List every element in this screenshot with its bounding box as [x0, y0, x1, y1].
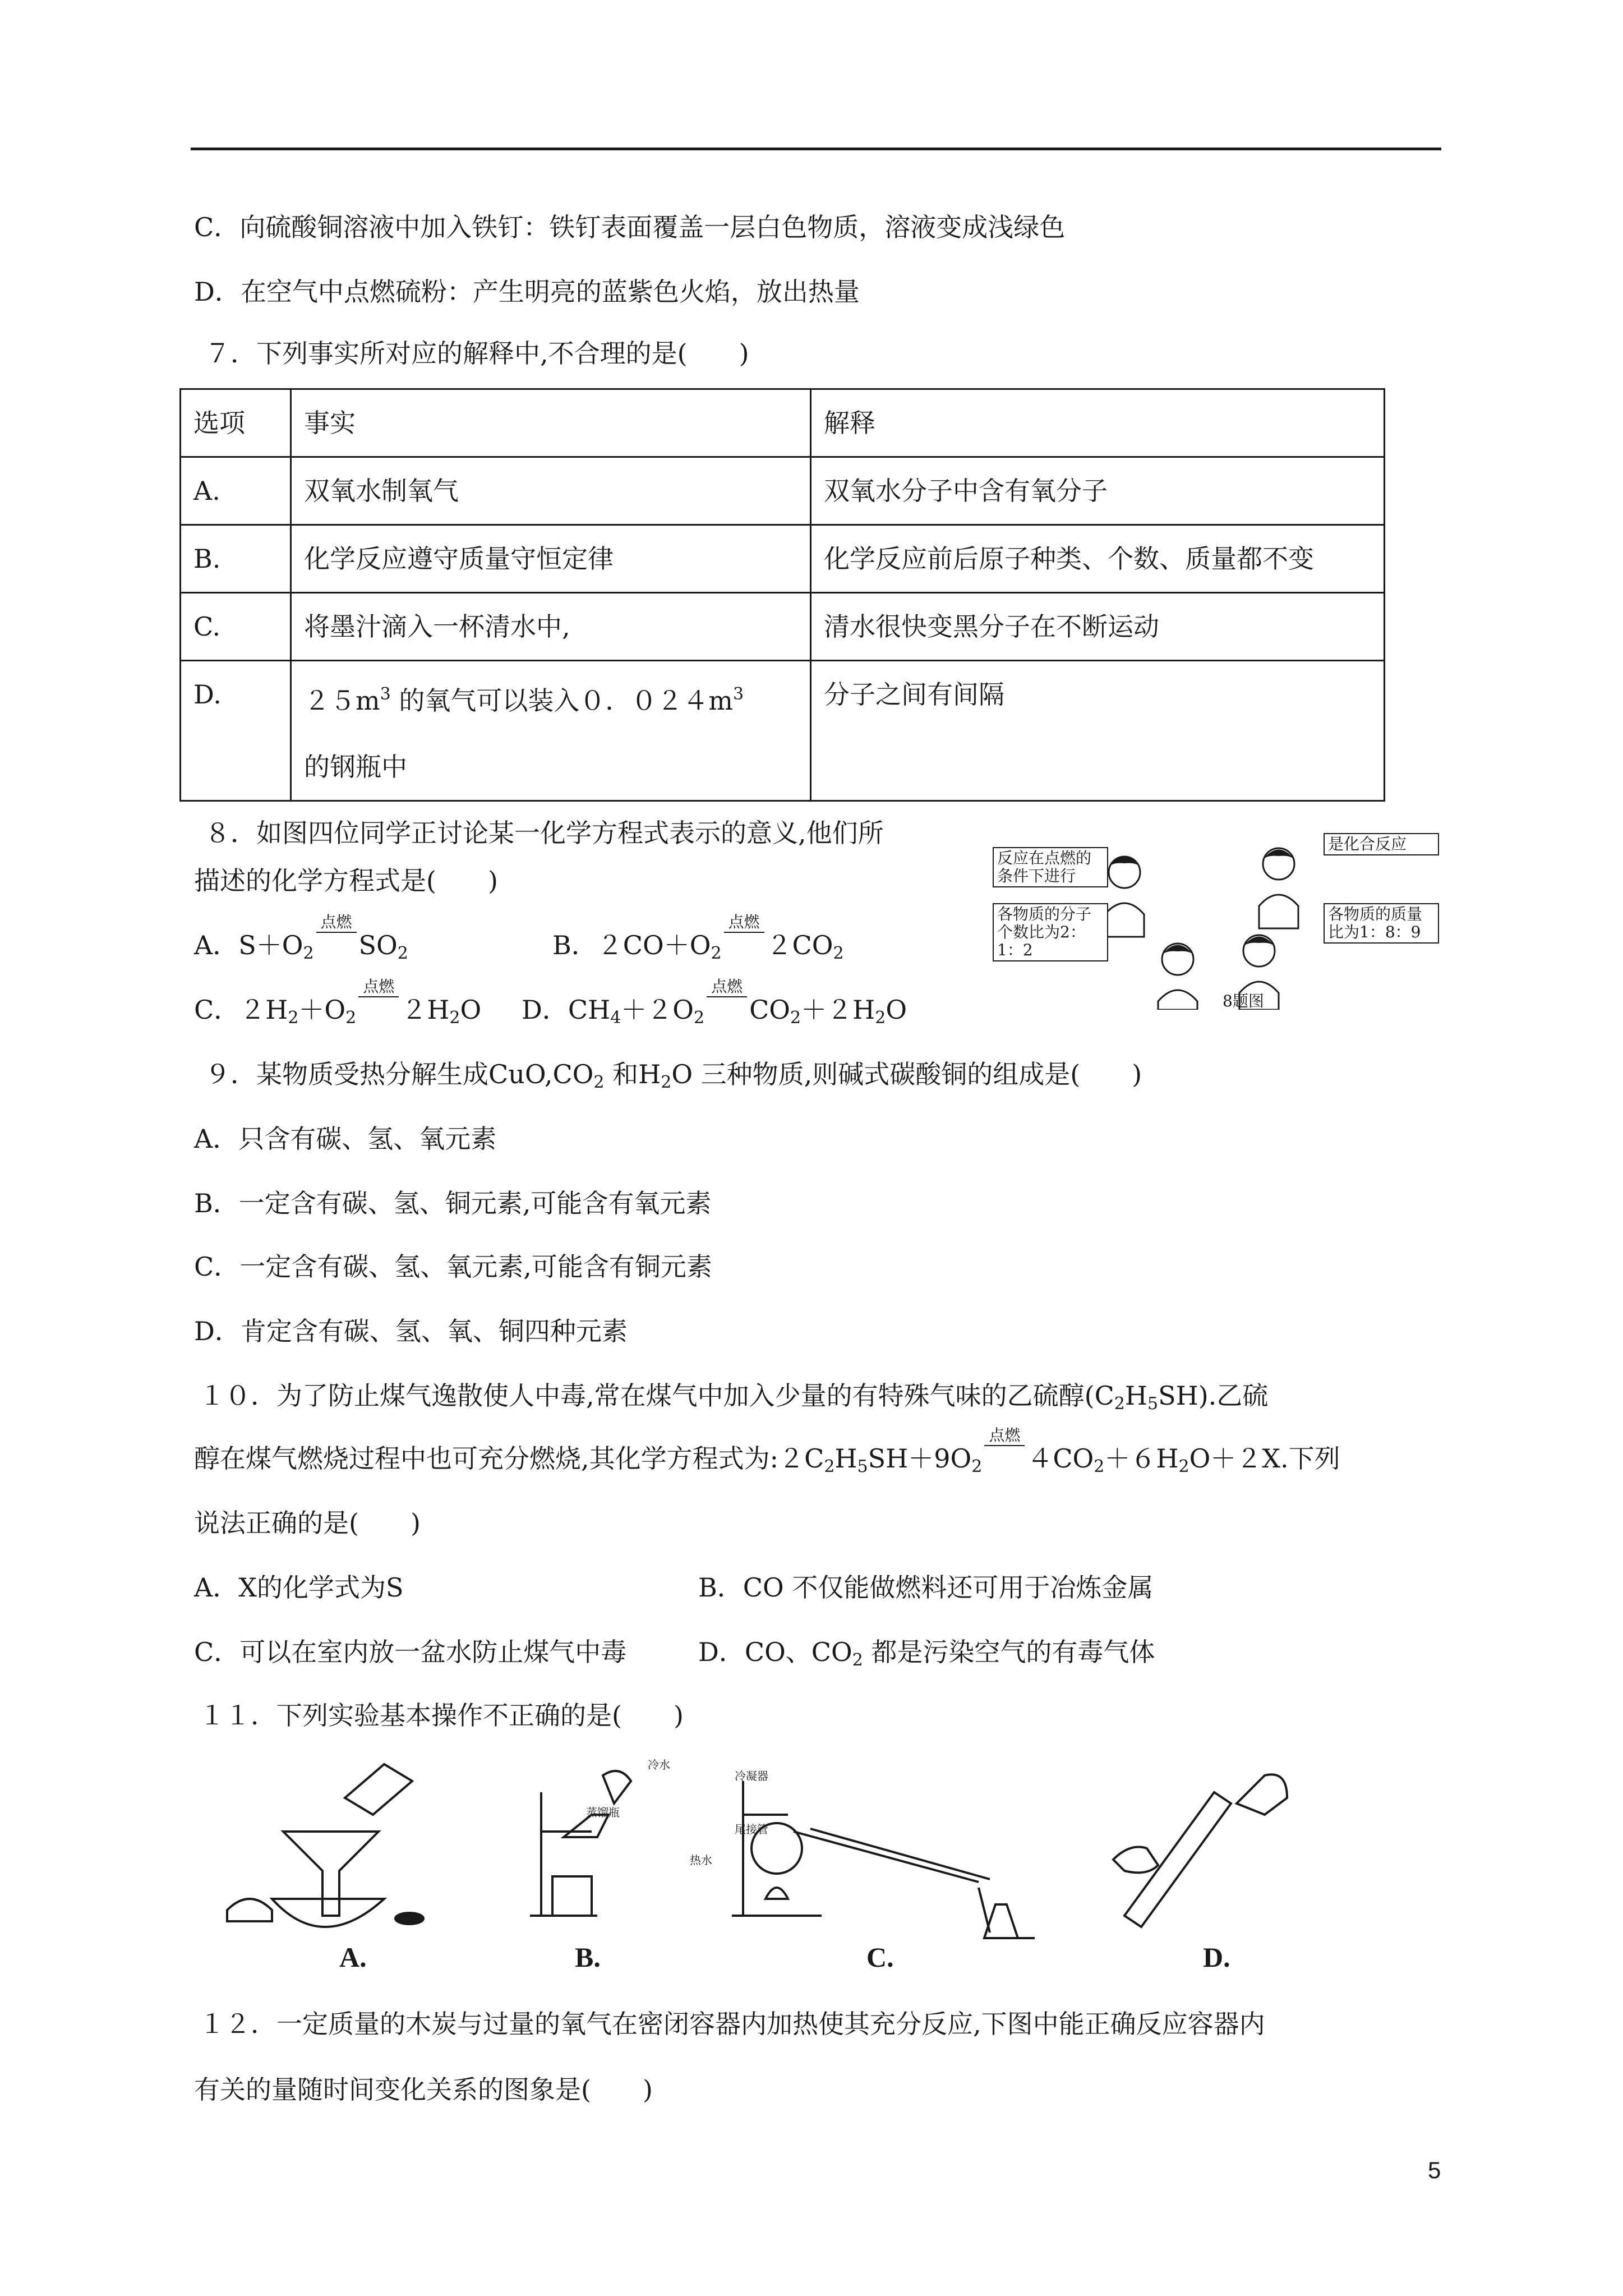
row-option: B. [181, 525, 291, 593]
q8-stem-line2: 描述的化学方程式是( ) [194, 866, 498, 896]
bubble-combination: 是化合反应 [1324, 833, 1439, 855]
q10-stem-line2: 醇在煤气燃烧过程中也可充分燃烧,其化学方程式为$:2C_2H_5SH+9O_2$ 点燃 $4CO_2+6H_2O+2X$.下列 [194, 1426, 1340, 1476]
lab-apparatus-illustration [216, 1747, 1450, 1989]
stem-text: H [1124, 1381, 1147, 1411]
bubble-molecule-ratio: 各物质的分子个数比为2：1：2 [993, 903, 1108, 961]
label-adapter: 尾接管 [735, 1823, 768, 1836]
row-explanation: 清水很快变黑分子在不断运动 [811, 593, 1385, 661]
q8-option-a: A．$S+O_2$ 点燃 $SO_2$ [194, 913, 408, 963]
table-row [181, 525, 1385, 593]
stem-text: O 三种物质,则碱式碳酸铜的组成是( ) [671, 1059, 1142, 1089]
q8-option-b: B．$2CO+O_2$ 点燃 $2CO_2$ [552, 913, 844, 963]
stem-text: SH＋9O [868, 1443, 972, 1474]
superscript: 3 [380, 684, 391, 704]
stem-text: ９．某物质受热分解生成CuO,CO [205, 1059, 594, 1089]
stem-text: １０．为了防止煤气逸散使人中毒,常在煤气中加入少量的有特殊气味的乙硫醇(C [199, 1381, 1114, 1411]
option-text: 都是污染空气的有毒气体 [863, 1637, 1155, 1667]
q6-option-d: D．在空气中点燃硫粉：产生明亮的蓝紫色火焰，放出热量 [194, 277, 860, 307]
label-distilling-flask: 蒸馏瓶 [586, 1806, 620, 1819]
fact-text: 的钢瓶中 [304, 752, 407, 782]
q10-option-d: D．CO、$CO_2$ 都是污染空气的有毒气体 [698, 1637, 1155, 1670]
q7-stem: ７．下列事实所对应的解释中,不合理的是( ) [205, 338, 749, 369]
q10-option-c: C．可以在室内放一盆水防止煤气中毒 [194, 1637, 627, 1667]
row-fact: 化学反应遵守质量守恒定律 [291, 525, 811, 593]
condition-label: 点燃 [728, 913, 760, 931]
stem-text: ＋６H [1104, 1443, 1179, 1474]
row-fact: 将墨汁滴入一杯清水中, [291, 593, 811, 661]
q9-option-c: C．一定含有碳、氢、氧元素,可能含有铜元素 [194, 1251, 712, 1282]
bubble-mass-ratio: 各物质的质量比为1：8：9 [1324, 903, 1439, 944]
row-explanation: 分子之间有间隔 [811, 661, 1385, 801]
condition-label: 点燃 [989, 1426, 1021, 1444]
q8-option-d: D．$CH_4+2O_2$ 点燃 $CO_2+2H_2O$ [522, 977, 907, 1028]
table-row [181, 661, 1385, 801]
page-number: 5 [1428, 2157, 1441, 2183]
header-explanation: 解释 [811, 389, 1385, 457]
table-header-row [181, 389, 1385, 457]
row-explanation: 双氧水分子中含有氧分子 [811, 457, 1385, 525]
q8-figure [987, 830, 1436, 1010]
q10-option-b: B．CO 不仅能做燃料还可用于冶炼金属 [698, 1572, 1154, 1603]
figure-label-c: C. [866, 1941, 894, 1973]
label-hot-water: 热水 [690, 1853, 712, 1867]
q6-option-c: C．向硫酸铜溶液中加入铁钉：铁钉表面覆盖一层白色物质，溶液变成浅绿色 [194, 212, 1066, 242]
q12-stem-line1: １２．一定质量的木炭与过量的氧气在密闭容器内加热使其充分反应,下图中能正确反应容器内 [199, 2009, 1265, 2039]
condition-label: 点燃 [711, 977, 743, 996]
row-option: A. [181, 457, 291, 525]
figure-label-a: A. [339, 1941, 367, 1973]
stem-text: 醇在煤气燃烧过程中也可充分燃烧,其化学方程式为:２C [194, 1443, 824, 1474]
condition-label: 点燃 [363, 977, 395, 996]
fact-text: ２５m [304, 685, 380, 716]
row-option: C. [181, 593, 291, 661]
q10-stem-line1: １０．为了防止煤气逸散使人中毒,常在煤气中加入少量的有特殊气味的乙硫醇$(C_2H_5SH)$.乙硫 [199, 1381, 1269, 1414]
bubble-condition: 反应在点燃的条件下进行 [993, 847, 1108, 887]
superscript: 3 [732, 684, 744, 704]
label-cold-water: 冷水 [648, 1758, 670, 1772]
figure-caption: 8题图 [1223, 992, 1264, 1010]
option-text: D．CO、CO [698, 1637, 852, 1667]
stem-text: SH).乙硫 [1158, 1381, 1269, 1411]
header-option: 选项 [181, 389, 291, 457]
q8-option-c: C．$2H_2+O_2$ 点燃 $2H_2O$ [194, 977, 482, 1028]
q10-option-a: A．X的化学式为S [194, 1572, 404, 1603]
row-fact: 双氧水制氧气 [291, 457, 811, 525]
q11-figures [216, 1747, 1450, 1989]
q9-option-a: A．只含有碳、氢、氧元素 [194, 1124, 497, 1154]
q11-stem: １１．下列实验基本操作不正确的是( ) [199, 1700, 684, 1731]
condition-label: 点燃 [320, 913, 352, 931]
row-option: D. [181, 661, 291, 801]
figure-label-b: B. [575, 1941, 601, 1973]
q10-stem-line3: 说法正确的是( ) [194, 1508, 421, 1538]
stem-text: H [834, 1443, 857, 1474]
row-explanation: 化学反应前后原子种类、个数、质量都不变 [811, 525, 1385, 593]
q12-stem-line2: 有关的量随时间变化关系的图象是( ) [194, 2074, 653, 2105]
q9-stem: ９．某物质受热分解生成$CuO,CO_2$ 和$H_2O$ 三种物质,则碱式碳酸铜的组成是( ) [205, 1059, 1142, 1092]
fact-text: 的氧气可以装入０．０２４m [390, 685, 733, 716]
header-fact: 事实 [291, 389, 811, 457]
q9-option-d: D．肯定含有碳、氢、氧、铜四种元素 [194, 1316, 628, 1346]
table-row [181, 457, 1385, 525]
stem-text: 和H [604, 1059, 661, 1089]
table-row [181, 593, 1385, 661]
stem-text: O＋２X.下列 [1189, 1443, 1340, 1474]
q9-option-b: B．一定含有碳、氢、铜元素,可能含有氧元素 [194, 1188, 712, 1218]
q8-stem-line1: ８．如图四位同学正讨论某一化学方程式表示的意义,他们所 [205, 818, 884, 848]
stem-text: ４CO [1027, 1443, 1094, 1474]
header-rule [191, 148, 1441, 150]
row-fact [291, 661, 811, 801]
figure-label-d: D. [1203, 1941, 1230, 1973]
label-condenser: 冷凝器 [735, 1769, 768, 1783]
q7-table [179, 388, 1385, 802]
